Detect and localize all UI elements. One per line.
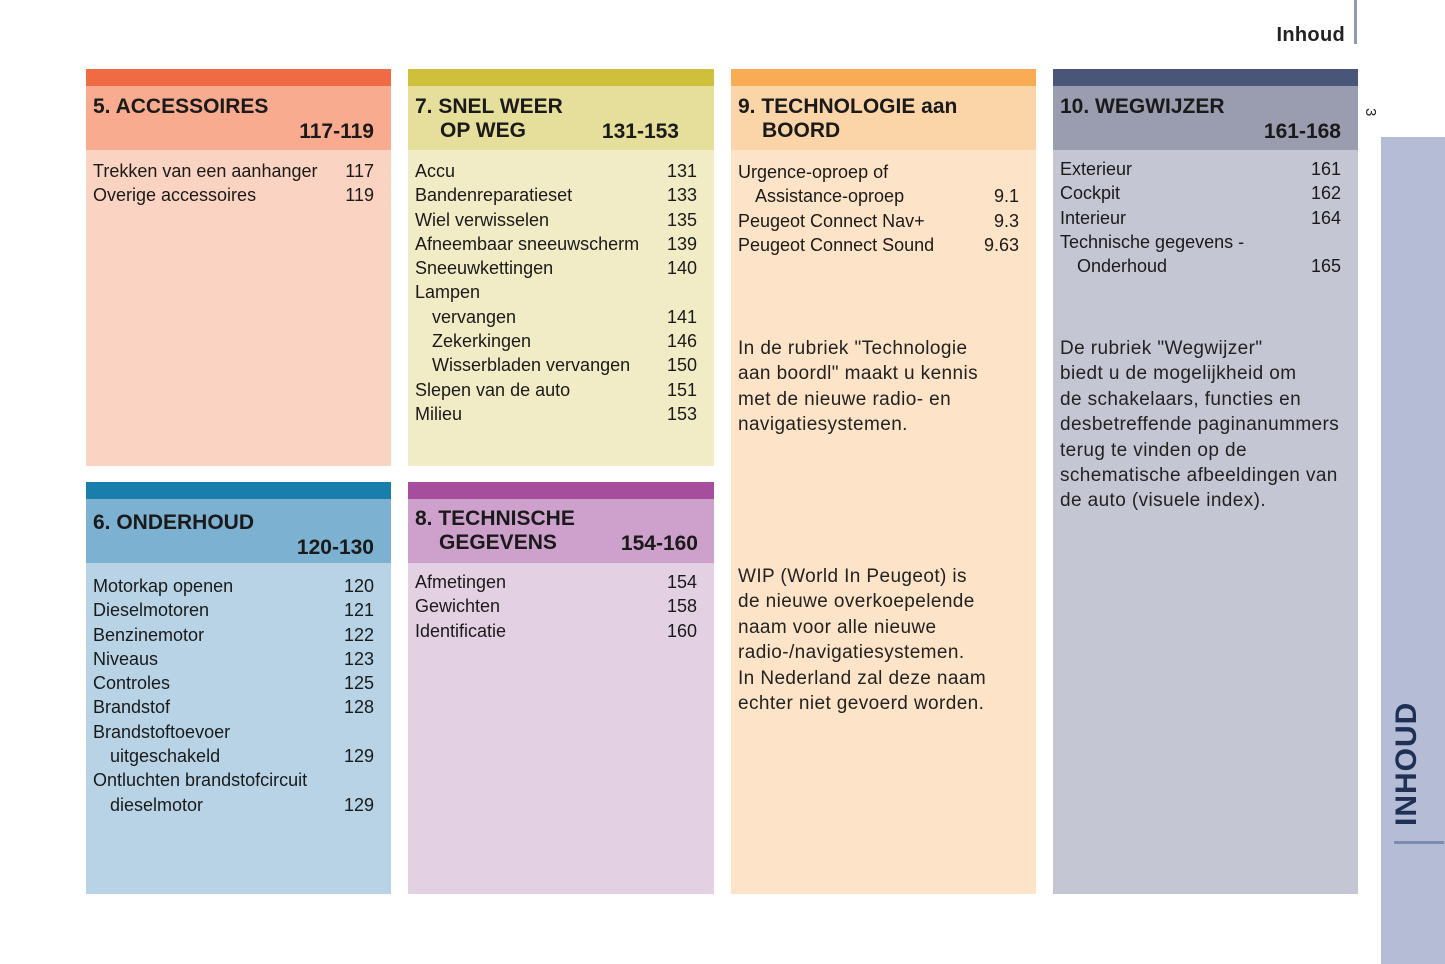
description-line: terug te vinden op de: [1060, 439, 1247, 461]
section-header: [86, 86, 391, 150]
description-line: aan boordl" maakt u kennis: [738, 363, 979, 385]
description-line: de schakelaars, functies en: [1060, 388, 1302, 410]
toc-entry[interactable]: [415, 256, 697, 280]
toc-entry-label: Motorkap openen: [93, 576, 234, 596]
toc-entry[interactable]: [93, 720, 374, 744]
toc-entry-page: 129: [343, 746, 374, 767]
note-line: WIP (World In Peugeot) is: [738, 566, 967, 587]
toc-entry-page: 153: [666, 403, 697, 424]
description-line: schematische afbeeldingen van: [1060, 465, 1338, 487]
section-body: [408, 150, 714, 466]
toc-entry[interactable]: [415, 183, 697, 207]
toc-entry[interactable]: [93, 598, 374, 622]
toc-entry-label: Lampen: [415, 282, 481, 303]
toc-entry[interactable]: [738, 160, 1019, 184]
section-body: [1053, 150, 1358, 894]
toc-entry[interactable]: [93, 623, 374, 647]
toc-entry-label: Trekken van een aanhanger: [93, 161, 318, 181]
description-line: biedt u de mogelijkheid om: [1060, 363, 1297, 385]
section-title: 5. ACCESSOIRES: [93, 95, 269, 118]
toc-entry-label: Brandstoftoevoer: [93, 721, 231, 742]
toc-entry-page: 121: [343, 600, 374, 621]
section-body: [86, 150, 391, 466]
toc-entry[interactable]: [415, 232, 697, 256]
section-title-line2: GEGEVENS: [439, 531, 557, 554]
toc-entry-label: dieselmotor: [110, 794, 204, 815]
toc-entry-page: 141: [666, 306, 697, 327]
toc-entry-label: uitgeschakeld: [110, 746, 221, 767]
toc-entry-page: 119: [345, 185, 374, 206]
section-body: [731, 150, 1036, 894]
toc-entry[interactable]: [738, 184, 1019, 208]
section-color-bar: [408, 482, 714, 499]
toc-entry-page: 122: [343, 624, 374, 645]
toc-entry-label: Peugeot Connect Sound: [738, 234, 935, 255]
description-line: desbetreffende paginanummers: [1060, 414, 1340, 436]
toc-entry-page: 9.3: [993, 210, 1019, 231]
section-color-bar: [1053, 69, 1358, 86]
section-header: [731, 86, 1036, 150]
toc-entry[interactable]: [93, 159, 374, 183]
section-header: [408, 86, 714, 150]
toc-entry[interactable]: [93, 695, 374, 719]
note-line: echter niet gevoerd worden.: [738, 693, 985, 715]
toc-list: [415, 570, 697, 643]
section-color-bar: [408, 69, 714, 86]
toc-entry-page: 162: [1310, 183, 1341, 204]
toc-entry[interactable]: [93, 671, 374, 695]
toc-entry-label: Sneeuwkettingen: [415, 258, 554, 279]
page-header-title: Inhoud: [1276, 24, 1345, 46]
toc-entry-label: Niveaus: [93, 648, 159, 669]
section-page-range: 120-130: [296, 536, 374, 559]
toc-entry-page: 146: [666, 331, 697, 352]
toc-entry-page: 158: [666, 596, 697, 617]
section-page-range: 161-168: [1263, 120, 1341, 143]
toc-entry-label: Brandstof: [93, 697, 171, 718]
description-line: met de nieuwe radio- en: [738, 388, 952, 410]
section-title-line2: OP WEG: [440, 119, 526, 142]
section-page-range: 131-153: [601, 120, 679, 143]
toc-entry-page: 154: [666, 572, 697, 592]
section-title-line2: BOORD: [762, 119, 841, 142]
section-body: [408, 563, 714, 894]
toc-entry-label: Technische gegevens -: [1060, 231, 1245, 252]
toc-entry-page: 164: [1310, 207, 1341, 228]
toc-entry-label: Accu: [415, 161, 456, 181]
toc-entry-page: 133: [666, 185, 697, 206]
section-title: 6. ONDERHOUD: [93, 511, 255, 534]
section-body: [86, 563, 391, 894]
toc-entry-label: Urgence-oproep of: [738, 162, 889, 182]
toc-entry-label: Controles: [93, 673, 171, 694]
section-description: [738, 336, 978, 438]
page-number: 3: [1362, 108, 1379, 117]
toc-entry-label: Overige accessoires: [93, 185, 257, 206]
section-technologie: [731, 69, 1036, 894]
toc-entry-page: 135: [666, 209, 697, 230]
toc-entry-label: Onderhoud: [1077, 256, 1168, 277]
note-line: naam voor alle nieuwe: [738, 616, 937, 638]
toc-entry[interactable]: [93, 574, 374, 598]
toc-entry-page: 123: [343, 648, 374, 669]
toc-entry-label: Zekerkingen: [432, 331, 532, 352]
toc-entry-label: Wisserbladen vervangen: [432, 355, 631, 376]
toc-entry-label: Slepen van de auto: [415, 379, 571, 400]
toc-entry[interactable]: [415, 619, 697, 643]
toc-entry[interactable]: [738, 209, 1019, 233]
toc-entry[interactable]: [415, 329, 697, 353]
section-header: [86, 499, 391, 563]
section-snel-weer-op-weg: [408, 69, 714, 466]
section-title-line1: 9. TECHNOLOGIE aan: [738, 95, 958, 118]
header-divider: [1354, 0, 1357, 44]
description-line: navigatiesystemen.: [738, 414, 908, 436]
toc-entry[interactable]: [738, 233, 1019, 257]
toc-entry[interactable]: [1060, 181, 1341, 205]
toc-entry-page: 131: [666, 161, 697, 181]
toc-entry-page: 151: [666, 379, 697, 400]
toc-entry[interactable]: [415, 353, 697, 377]
toc-entry[interactable]: [415, 280, 697, 304]
toc-entry-label: Identificatie: [415, 620, 507, 641]
section-page-range: 117-119: [299, 120, 374, 143]
toc-list: [1060, 157, 1341, 278]
note-line: de nieuwe overkoepelende: [738, 591, 975, 613]
toc-entry[interactable]: [93, 183, 374, 207]
side-tab-label: INHOUD: [1390, 701, 1423, 826]
side-tab-underline: [1394, 841, 1444, 844]
section-technische-gegevens: [408, 482, 714, 894]
toc-entry-label: vervangen: [432, 306, 517, 327]
toc-entry-page: 117: [345, 161, 374, 181]
section-title-line1: 8. TECHNISCHE: [415, 507, 575, 530]
section-color-bar: [86, 69, 391, 86]
section-color-bar: [86, 482, 391, 499]
toc-entry-page: 9.1: [993, 186, 1019, 207]
section-note: [738, 564, 986, 716]
section-description: [1060, 336, 1339, 514]
toc-entry-label: Gewichten: [415, 596, 501, 617]
note-line: In Nederland zal deze naam: [738, 667, 987, 689]
toc-entry-page: 150: [666, 355, 697, 376]
toc-entry-page: 128: [343, 697, 374, 718]
toc-entry[interactable]: [415, 378, 697, 402]
toc-entry[interactable]: [93, 647, 374, 671]
section-page-range: 154-160: [620, 532, 698, 555]
description-line: De rubriek "Wegwijzer": [1060, 338, 1263, 359]
toc-entry-page: 140: [666, 258, 697, 279]
toc-entry-label: Exterieur: [1060, 159, 1133, 179]
section-wegwijzer: [1053, 69, 1358, 894]
toc-entry-label: Interieur: [1060, 207, 1127, 228]
toc-entry-label: Benzinemotor: [93, 624, 205, 645]
toc-entry-label: Peugeot Connect Nav+: [738, 210, 925, 231]
toc-entry-label: Wiel verwisselen: [415, 209, 550, 230]
description-line: In de rubriek "Technologie: [738, 338, 968, 359]
toc-entry-label: Ontluchten brandstofcircuit: [93, 770, 308, 791]
toc-entry-label: Afmetingen: [415, 572, 507, 592]
toc-entry-label: Assistance-oproep: [755, 186, 905, 207]
toc-list: [93, 574, 374, 817]
toc-list: [738, 160, 1019, 257]
section-title-line1: 7. SNEL WEER: [415, 95, 563, 118]
toc-entry-label: Dieselmotoren: [93, 600, 210, 621]
section-color-bar: [731, 69, 1036, 86]
toc-entry-page: 125: [343, 673, 374, 694]
toc-entry-label: Cockpit: [1060, 183, 1121, 204]
side-tab[interactable]: [1381, 137, 1445, 964]
toc-entry[interactable]: [93, 744, 374, 768]
toc-entry[interactable]: [93, 768, 374, 792]
toc-entry[interactable]: [93, 793, 374, 817]
toc-entry[interactable]: [1060, 157, 1341, 181]
toc-entry-page: 129: [343, 794, 374, 815]
section-onderhoud: [86, 482, 391, 894]
toc-entry[interactable]: [415, 570, 697, 594]
section-title: 10. WEGWIJZER: [1060, 95, 1225, 118]
toc-entry[interactable]: [415, 402, 697, 426]
toc-entry[interactable]: [415, 159, 697, 183]
toc-entry[interactable]: [1060, 254, 1341, 278]
section-accessoires: [86, 69, 391, 466]
toc-entry[interactable]: [1060, 230, 1341, 254]
toc-list: [93, 159, 374, 208]
toc-entry[interactable]: [415, 305, 697, 329]
toc-entry-page: 9.63: [983, 234, 1019, 255]
toc-entry-page: 165: [1310, 256, 1341, 277]
toc-entry-page: 120: [343, 576, 374, 596]
toc-entry-label: Bandenreparatieset: [415, 185, 573, 206]
section-header: [1053, 86, 1358, 150]
toc-entry[interactable]: [415, 594, 697, 618]
section-header: [408, 499, 714, 563]
toc-entry-page: 139: [666, 233, 697, 254]
toc-entry[interactable]: [415, 208, 697, 232]
description-line: de auto (visuele index).: [1060, 490, 1267, 512]
note-line: radio-/navigatiesystemen.: [738, 642, 965, 664]
toc-entry[interactable]: [1060, 206, 1341, 230]
toc-list: [415, 159, 697, 426]
toc-entry-label: Milieu: [415, 403, 463, 424]
toc-entry-label: Afneembaar sneeuwscherm: [415, 233, 640, 254]
toc-entry-page: 160: [666, 620, 697, 641]
toc-entry-page: 161: [1310, 159, 1341, 179]
